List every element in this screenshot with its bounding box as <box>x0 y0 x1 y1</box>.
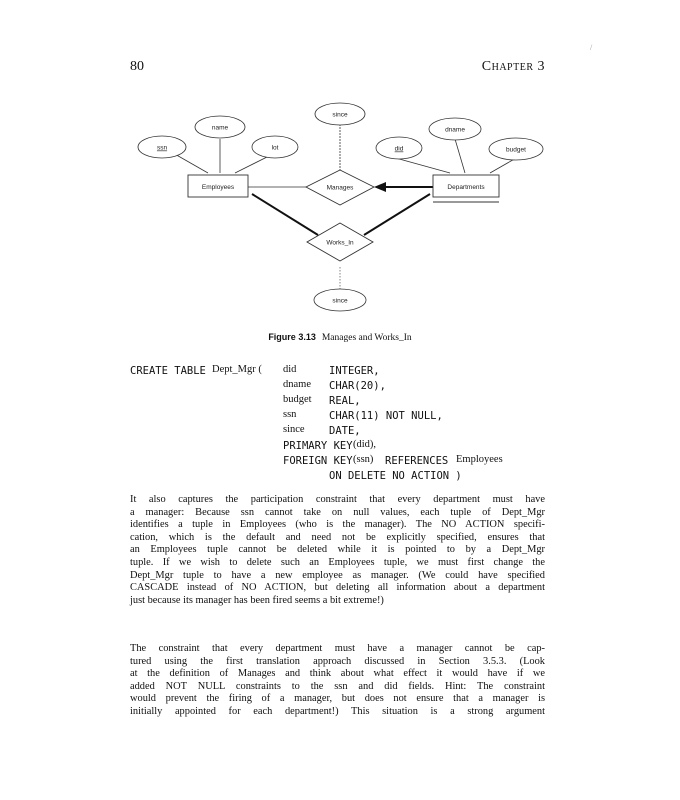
chapter-heading: Chapter 3 <box>481 59 545 74</box>
text-line: identifies a tuple in Employees (who is the manager). The NO ACTION specifi- <box>130 519 545 531</box>
attr-ssn-label: ssn <box>156 144 168 152</box>
sql-col-type: REAL, <box>329 395 361 407</box>
text-line: tuple. If we wish to delete such an Employees tuple, we must first change the <box>130 556 545 568</box>
sql-col-name: ssn <box>283 409 297 420</box>
sql-on-delete: ON DELETE NO ACTION ) <box>329 470 462 482</box>
sql-col-name: budget <box>283 394 312 405</box>
text-line: initially appointed for each department!) This situation is a strong argument <box>130 705 545 717</box>
page-number: 80 <box>130 59 144 74</box>
sql-primary-key-cols: (did), <box>353 439 377 450</box>
text-line: CASCADE instead of NO ACTION, but deleting all information about a department <box>130 582 545 594</box>
edge-departments-works-in <box>364 194 430 235</box>
sql-col-name: did <box>283 364 297 375</box>
paragraph-1 <box>130 494 545 607</box>
attr-did-label: did <box>394 145 404 153</box>
margin-mark: / <box>590 43 593 52</box>
arrow-head <box>374 182 386 192</box>
text-line: just because its manager has been fired seems a bit extreme!) <box>130 594 384 606</box>
sql-primary-key: PRIMARY KEY <box>283 440 353 452</box>
sql-references: REFERENCES <box>385 455 449 467</box>
attr-since-top-label: since <box>332 111 348 119</box>
edge-ssn <box>173 153 208 173</box>
sql-col-type: DATE, <box>329 425 361 437</box>
edge-did <box>392 157 450 173</box>
text-line: a manager: Because ssn cannot take on null values, each tuple of Dept_Mgr <box>130 506 545 518</box>
sql-col-type: CHAR(20), <box>329 380 386 392</box>
entity-employees-label: Employees <box>201 184 235 191</box>
edge-dname <box>455 139 465 173</box>
sql-col-type: CHAR(11) NOT NULL, <box>329 410 443 422</box>
text-line: The constraint that every department must have a manager cannot be cap- <box>130 643 545 654</box>
edge-employees-works-in <box>252 194 318 235</box>
sql-col-name: since <box>283 424 305 435</box>
paragraph-2 <box>130 643 545 719</box>
text-line: would prevent the firing of a manager, but does not ensure that a manager is <box>130 693 545 705</box>
figure-caption-text: Manages and Works_In <box>321 333 412 343</box>
text-line: tured using the first translation approach discussed in Section 3.5.3. (Look <box>130 655 545 667</box>
attr-since-bottom-label: since <box>332 297 348 305</box>
figure-label: Figure 3.13 <box>268 332 316 342</box>
sql-table-name: Dept_Mgr ( <box>212 364 262 375</box>
figure-caption <box>0 332 680 343</box>
text-line: cation, which is the default and need not be explicitly specified, ensures that <box>130 531 545 543</box>
sql-create-keyword: CREATE TABLE <box>130 365 206 377</box>
text-line: Dept_Mgr tuple to have a new employee as manager. (We could have specified <box>130 569 545 581</box>
attr-dname-label: dname <box>445 126 465 134</box>
text-line: added NOT NULL constraints to the ssn and did fields. Hint: The constraint <box>130 680 545 692</box>
attr-budget-label: budget <box>506 146 526 154</box>
attr-name-label: name <box>211 124 229 132</box>
sql-ref-table: Employees <box>456 454 503 465</box>
text-line: It also captures the participation constraint that every department must have <box>130 494 545 505</box>
sql-foreign-key: FOREIGN KEY <box>283 455 353 467</box>
text-line: at the definition of Manages and think about what effect it would have if we <box>130 668 545 680</box>
er-diagram <box>130 95 550 325</box>
attr-lot-label: lot <box>271 144 279 152</box>
text-line: an Employees tuple cannot be deleted while it is pointed to by a Dept_Mgr <box>130 544 545 556</box>
entity-departments-label: Departments <box>447 184 485 191</box>
sql-foreign-key-cols: (ssn) <box>353 454 374 465</box>
rel-works-in-label: Works_In <box>326 239 354 247</box>
sql-col-name: dname <box>283 379 311 390</box>
sql-col-type: INTEGER, <box>329 365 380 377</box>
rel-manages-label: Manages <box>326 184 354 192</box>
